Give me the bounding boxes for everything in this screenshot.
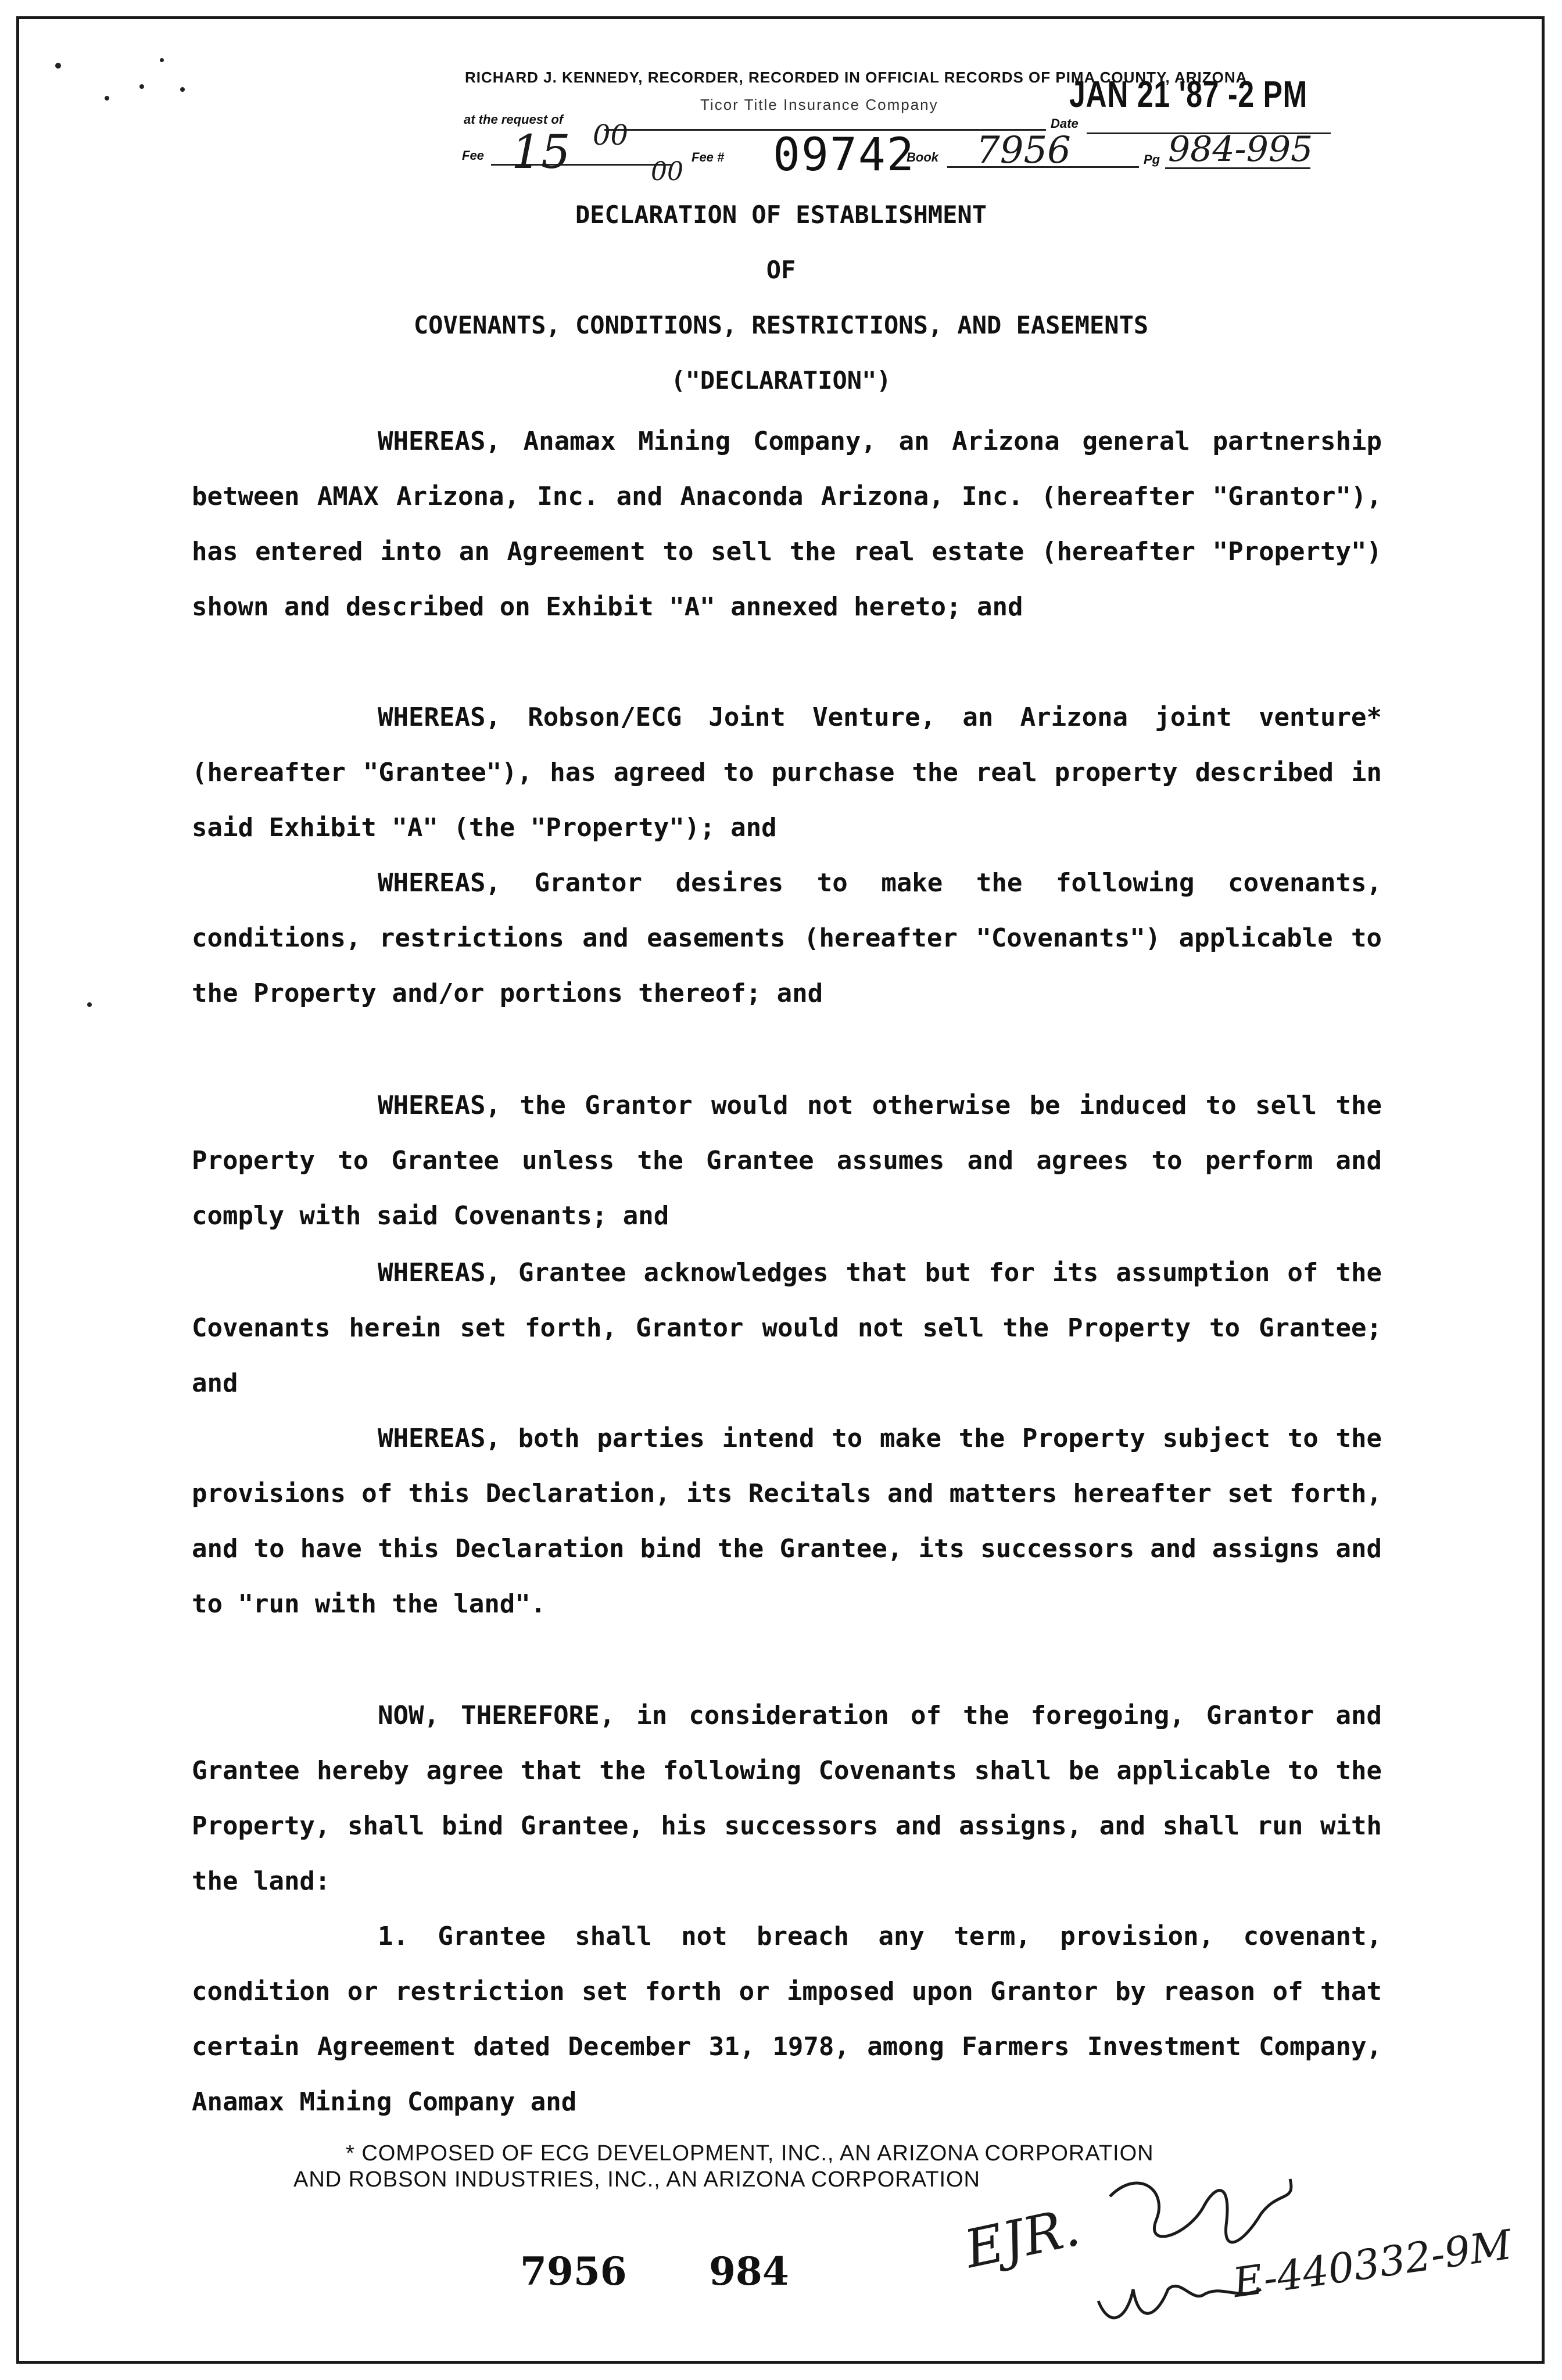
- fee-value: 15: [511, 125, 571, 179]
- footnote-line-2: AND ROBSON INDUSTRIES, INC., AN ARIZONA CORPORATION: [293, 2167, 981, 2192]
- recorder-header: RICHARD J. KENNEDY, RECORDER, RECORDED IN OFFICIAL RECORDS OF PIMA COUNTY, ARIZONA: [465, 69, 1248, 86]
- fee-label: Fee: [462, 148, 484, 163]
- book-value: 7956: [976, 129, 1071, 172]
- recital-paragraph-1: WHEREAS, Anamax Mining Company, an Arizona general partnership between AMAX Arizona, Inc. and Anaconda Arizona, Inc. (hereafter "Grantor"), has entered into an Agreement to sell the real estate (hereafter "Property") shown and described on Exhibit "A" annexed hereto; and: [192, 426, 1382, 622]
- footnote-line-1: * COMPOSED OF ECG DEVELOPMENT, INC., AN ARIZONA CORPORATION: [346, 2141, 1154, 2166]
- scan-speck: [87, 1002, 92, 1007]
- page-value: 984-995: [1168, 129, 1313, 170]
- document-title-line-3: COVENANTS, CONDITIONS, RESTRICTIONS, AND EASEMENTS: [413, 311, 1149, 339]
- request-value: Ticor Title Insurance Company: [700, 96, 938, 113]
- scan-speck: [160, 58, 164, 62]
- document-title-line-1: DECLARATION OF ESTABLISHMENT: [575, 200, 987, 229]
- document-title-line-4: ("DECLARATION"): [671, 366, 891, 395]
- handwritten-initials: EJR.: [959, 2196, 1085, 2281]
- covenant-1-paragraph: 1. Grantee shall not breach any term, provision, covenant, condition or restriction set forth or imposed upon Grantor by reason of that certain Agreement dated December 31, 1978, among Farmers Investment Company, Anamax Mining Company and: [192, 1922, 1382, 2117]
- date-label: Date: [1051, 116, 1079, 131]
- recital-paragraph-4: WHEREAS, the Grantor would not otherwise be induced to sell the Property to Grantee unless the Grantee assumes and agrees to perform and comply with said Covenants; and: [192, 1091, 1382, 1231]
- scan-speck: [139, 84, 144, 89]
- scan-speck: [55, 63, 61, 69]
- scan-speck: [105, 96, 109, 101]
- footer-page-number: 984: [709, 2249, 789, 2294]
- book-label: Book: [907, 150, 938, 164]
- fee-cents-below: 00: [651, 157, 683, 187]
- document-title-line-2: OF: [766, 256, 796, 284]
- page-label: Pg: [1144, 152, 1160, 167]
- request-label: at the request of: [464, 112, 564, 127]
- recital-paragraph-6: WHEREAS, both parties intend to make the Property subject to the provisions of this Declaration, its Recitals and matters hereafter set forth, and to have this Declaration bind the Grantee, its successors and assigns and to "run with the land".: [192, 1424, 1382, 1619]
- handwritten-file-number: E-440332-9M: [1230, 2220, 1515, 2307]
- recital-paragraph-5: WHEREAS, Grantee acknowledges that but for its assumption of the Covenants herein set forth, Grantor would not sell the Property to Grantee; and: [192, 1258, 1382, 1398]
- fee-cents: 00: [593, 119, 629, 152]
- operative-paragraph: NOW, THEREFORE, in consideration of the foregoing, Grantor and Grantee hereby agree that the following Covenants shall be applicable to the Property, shall bind Grantee, his successors and assigns, and shall run with the land:: [192, 1701, 1382, 1896]
- scan-speck: [180, 87, 185, 92]
- fee-number-label: Fee #: [692, 150, 725, 164]
- recording-date-stamp: JAN 21 '87 -2 PM: [1069, 73, 1308, 115]
- recital-paragraph-3: WHEREAS, Grantor desires to make the following covenants, conditions, restrictions and easements (hereafter "Covenants") applicable to the Property and/or portions thereof; and: [192, 868, 1382, 1008]
- footer-book-number: 7956: [520, 2249, 627, 2294]
- recital-paragraph-2: WHEREAS, Robson/ECG Joint Venture, an Arizona joint venture* (hereafter "Grantee"), has agreed to purchase the real property described in said Exhibit "A" (the "Property"); and: [192, 702, 1382, 843]
- fee-number-value: 09742: [773, 129, 915, 181]
